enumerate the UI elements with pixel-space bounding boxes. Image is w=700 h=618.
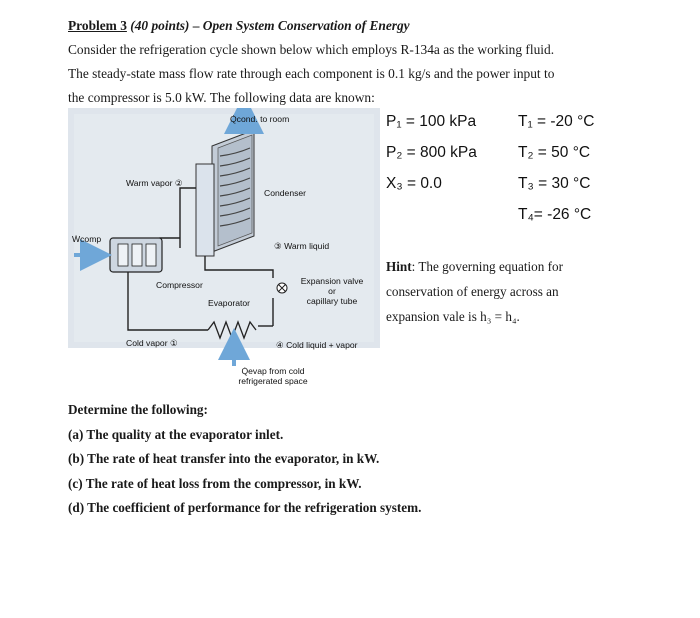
expansion-line-2: or [328, 286, 336, 296]
title-dash: – [189, 18, 203, 33]
q-evap-label [218, 366, 328, 386]
warm-liquid-label: ③ Warm liquid [274, 241, 330, 251]
expansion-valve-label [294, 276, 370, 306]
data-p1: P₁ = 100 kPa [386, 113, 477, 130]
data-p2: P₂ = 800 kPa [386, 144, 477, 161]
compressor-label: Compressor [156, 280, 203, 290]
intro-line-2: The steady-state mass flow rate through each component is 0.1 kg/s and the power input to [68, 66, 555, 81]
problem-number: Problem 3 [68, 18, 127, 33]
evaporator-label: Evaporator [208, 298, 251, 308]
q-evap-line-1: Q̇evap from cold [241, 366, 305, 376]
hint-label: Hint [386, 259, 412, 274]
intro-line-1: Consider the refrigeration cycle shown below which employs R-134a as the working fluid. [68, 42, 555, 57]
data-t2: T₂ = 50 °C [518, 144, 591, 161]
warm-vapor-label: Warm vapor ② [126, 178, 183, 188]
task-heading: Determine the following: [68, 402, 208, 417]
hint-line-2: conservation of energy across an [386, 284, 559, 299]
hint-line-3: expansion vale is h₃ = h₄. [386, 309, 520, 324]
problem-topic: Open System Conservation of Energy [202, 18, 410, 33]
w-comp-label: Ẇcomp [72, 234, 102, 244]
task-d: (d) The coefficient of performance for the refrigeration system. [68, 500, 422, 516]
cold-vapor-label: Cold vapor ① [126, 338, 178, 348]
cycle-diagram [68, 108, 380, 394]
task-a: (a) The quality at the evaporator inlet. [68, 426, 284, 442]
hint-line-1 [386, 254, 631, 279]
data-t1: T₁ = -20 °C [518, 113, 595, 130]
problem-intro [68, 14, 668, 110]
intro-line-3: the compressor is 5.0 kW. The following data are known: [68, 90, 375, 105]
condenser-label: Condenser [264, 188, 307, 198]
hint-text-1: : The governing equation for [411, 259, 564, 274]
hint-block [386, 254, 631, 329]
expansion-line-3: capillary tube [306, 296, 358, 306]
data-t4: T₄= -26 °C [518, 206, 592, 223]
task-b: (b) The rate of heat transfer into the evaporator, in kW. [68, 451, 380, 467]
expansion-line-1: Expansion valve [300, 276, 364, 286]
data-x3: X₃ = 0.0 [386, 175, 442, 192]
q-evap-line-2: refrigerated space [238, 376, 308, 386]
task-c: (c) The rate of heat loss from the compressor, in kW. [68, 475, 362, 491]
problem-points: (40 points) [130, 18, 190, 33]
cold-mix-label: ④ Cold liquid + vapor [276, 340, 358, 350]
problem-title [68, 14, 668, 38]
task-list [68, 398, 668, 521]
refrigeration-cycle-figure [68, 108, 380, 394]
expansion-valve [277, 283, 287, 293]
data-t3: T₃ = 30 °C [518, 175, 591, 192]
q-cond-label: Q̇cond. to room [230, 114, 290, 124]
